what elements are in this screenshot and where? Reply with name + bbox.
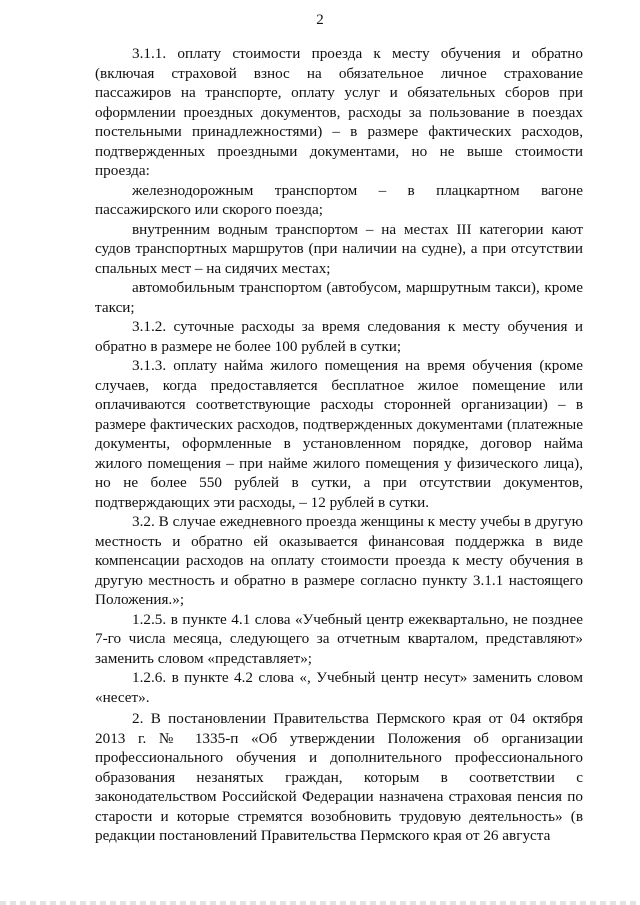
scan-edge-artifact (0, 901, 640, 905)
paragraph-railway: железнодорожным транспортом – в плацкартном вагоне пассажирского или скорого поезда; (95, 181, 583, 218)
paragraph-2: 2. В постановлении Правительства Пермского края от 04 октября 2013 г. № 1335-п «Об утверждении Положения об организации профессионального обучения и дополнительного профессионального образования незанятых граждан, которым в соответствии с законодательством Российской Федерации назначена страховая пенсия по старости и которые стремятся возобновить трудовую деятельность» (в редакции постановлений Правительства Пермского края от 26 августа (95, 710, 583, 844)
paragraph-3-1-3: 3.1.3. оплату найма жилого помещения на время обучения (кроме случаев, когда предоставляется бесплатное жилое помещение или оплачиваются соответствующие расходы сторонней организации) – в размере фактических расходов, подтвержденных документами (платежные документы, оформленные в установленном порядке, договор найма жилого помещения – при найме жилого помещения у физического лица), но не более 550 рублей в сутки, а при отсутствии документов, подтверждающих эти расходы, – 12 рублей в сутки. (95, 357, 583, 511)
paragraph-1-2-6: 1.2.6. в пункте 4.2 слова «, Учебный центр несут» заменить словом «несет». (95, 669, 583, 706)
paragraph-1-2-5: 1.2.5. в пункте 4.1 слова «Учебный центр ежеквартально, не позднее 7-го числа месяца, следующего за отчетным кварталом, представляют» заменить словом «представляет»; (95, 610, 583, 667)
paragraph-auto: автомобильным транспортом (автобусом, маршрутным такси), кроме такси; (95, 279, 583, 316)
paragraph-3-1-2: 3.1.2. суточные расходы за время следования к месту обучения и обратно в размере не более 100 рублей в сутки; (95, 318, 583, 355)
paragraph-3-1-1: 3.1.1. оплату стоимости проезда к месту обучения и обратно (включая страховой взнос на обязательное личное страхование пассажиров на транспорте, оплату услуг и обязательных сборов при оформлении проездных документов, расходы за пользование в поездах постельными принадлежностями) – в размере фактических расходов, подтвержденных проездными документами, но не выше стоимости проезда: (95, 45, 583, 179)
page-number: 2 (316, 12, 324, 28)
paragraph-water: внутренним водным транспортом – на местах III категории кают судов транспортных маршрутов (при наличии на судне), а при отсутствии спальных мест – на сидячих местах; (95, 220, 583, 277)
paragraph-3-2: 3.2. В случае ежедневного проезда женщины к месту учебы в другую местность и обратно ей оказывается финансовая поддержка в виде компенсации расходов на оплату стоимости проезда к месту обучения в другую местность и обратно в размере согласно пункту 3.1.1 настоящего Положения.»; (95, 513, 583, 608)
body-text (95, 44, 583, 846)
